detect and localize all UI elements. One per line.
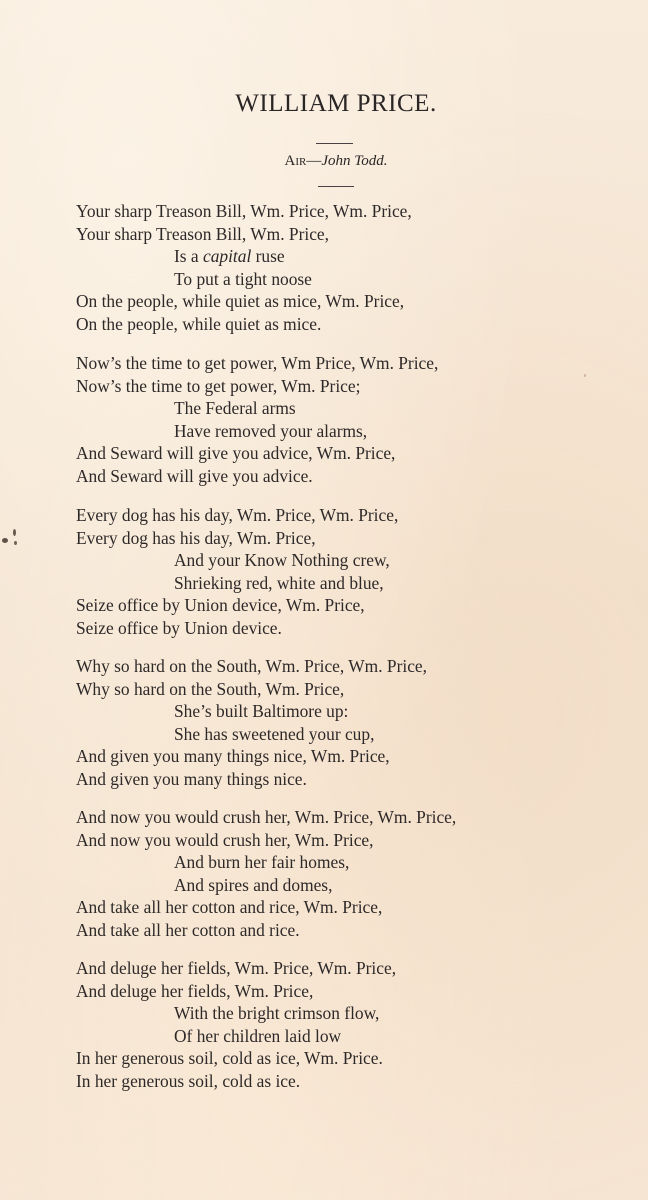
verse-line: And spires and domes, [174, 874, 333, 895]
verse-line: And your Know Nothing crew, [174, 550, 390, 571]
verse-line: In her generous soil, cold as ice. [76, 1070, 301, 1091]
verse-line: Now’s the time to get power, Wm Price, Wm. Price, [76, 353, 439, 373]
paper-stain [584, 374, 586, 377]
air-tune: John Todd. [321, 153, 388, 169]
stanza [76, 200, 636, 336]
verse-line: And deluge her fields, Wm. Price, Wm. Price, [76, 958, 397, 978]
ink-blot [2, 538, 8, 543]
verse-line: Your sharp Treason Bill, Wm. Price, Wm. Price, [76, 201, 412, 221]
title-rule [316, 143, 353, 144]
verse-line: Shrieking red, white and blue, [174, 572, 384, 593]
verse-line: Every dog has his day, Wm. Price, [76, 527, 316, 548]
verse-line: And now you would crush her, Wm. Price, Wm. Price, [76, 807, 457, 827]
verse-line: The Federal arms [174, 398, 296, 419]
air-line [0, 153, 648, 170]
verse-line: With the bright crimson flow, [174, 1003, 380, 1024]
verse-line: In her generous soil, cold as ice, Wm. Price. [76, 1048, 383, 1069]
verse-line: Seize office by Union device, Wm. Price, [76, 595, 365, 616]
song-title: WILLIAM PRICE. [235, 90, 437, 117]
verse-line: And take all her cotton and rice. [76, 919, 300, 940]
stanza [76, 806, 636, 942]
verse-text: ruse [251, 246, 285, 267]
verse-line: Why so hard on the South, Wm. Price, [76, 678, 345, 699]
verse-line: Every dog has his day, Wm. Price, Wm. Price, [76, 505, 399, 525]
stanza [76, 352, 636, 488]
verse-line: And Seward will give you advice. [76, 465, 313, 486]
verse-line: On the people, while quiet as mice. [76, 313, 322, 334]
verse-line [76, 245, 636, 268]
verse-line: And now you would crush her, Wm. Price, [76, 829, 374, 850]
verse-line: And burn her fair homes, [174, 852, 350, 873]
verse-line: And deluge her fields, Wm. Price, [76, 980, 314, 1001]
verse-line: Of her children laid low [174, 1025, 342, 1046]
verse-line: On the people, while quiet as mice, Wm. Price, [76, 291, 405, 312]
verse-line: She’s built Baltimore up: [174, 701, 349, 722]
stanza [76, 957, 636, 1093]
verse-line: To put a tight noose [174, 268, 312, 289]
verse-line: And take all her cotton and rice, Wm. Price, [76, 897, 383, 918]
verse-line: And Seward will give you advice, Wm. Price, [76, 443, 396, 464]
verse-text: Is a [174, 246, 203, 267]
verse-line: She has sweetened your cup, [174, 723, 375, 744]
air-label: Air [284, 153, 307, 169]
verse-line: Now’s the time to get power, Wm. Price; [76, 375, 361, 396]
verse-line: Seize office by Union device. [76, 617, 282, 638]
stanza [76, 655, 636, 791]
verse-line: Why so hard on the South, Wm. Price, Wm. Price, [76, 656, 427, 676]
ink-blot [13, 529, 16, 536]
verse-emphasis: capital [202, 246, 252, 267]
verse-line: Your sharp Treason Bill, Wm. Price, [76, 223, 329, 244]
air-rule [318, 186, 354, 187]
verse-line: And given you many things nice. [76, 768, 307, 789]
air-dash: — [306, 153, 322, 169]
verse-line: And given you many things nice, Wm. Price, [76, 746, 390, 767]
stanza [76, 504, 636, 640]
ink-blot [14, 541, 17, 545]
verse-line: Have removed your alarms, [174, 420, 368, 441]
